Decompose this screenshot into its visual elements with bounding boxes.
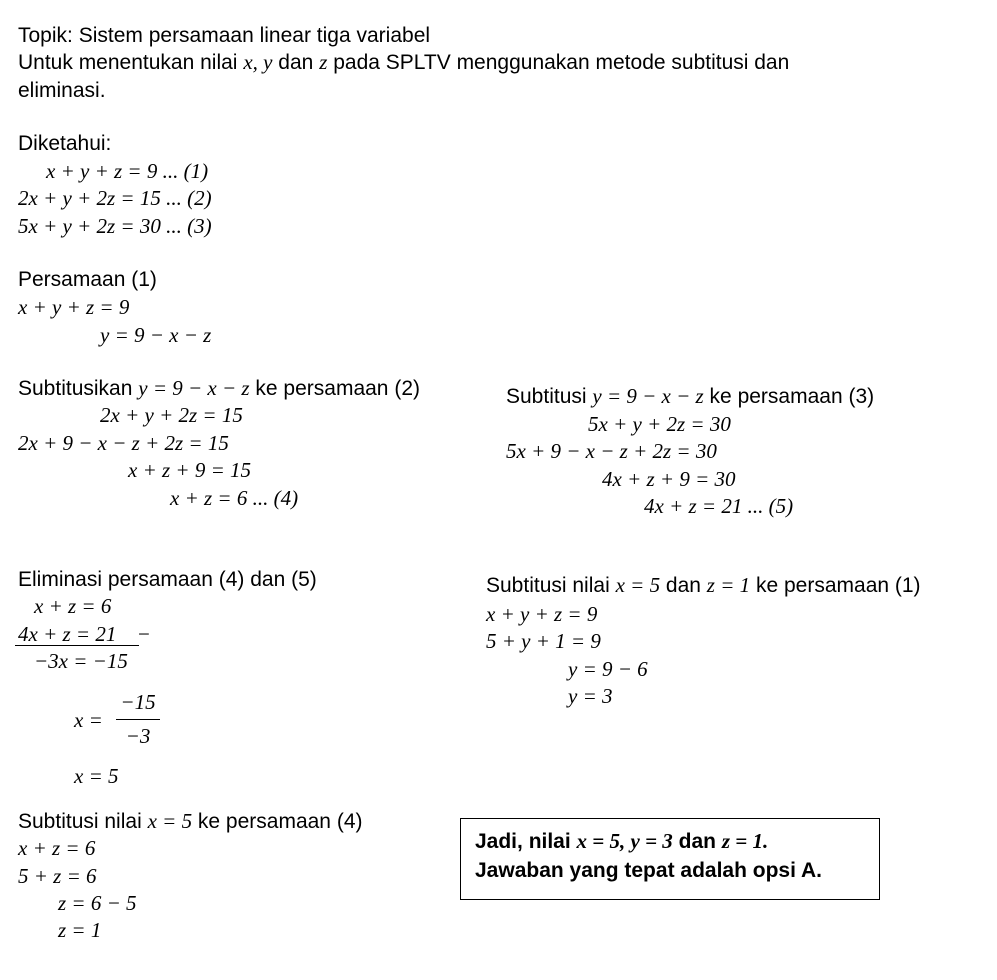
persamaan1-line-1: x + y + z = 9	[18, 295, 130, 319]
given-eq-1: x + y + z = 9 ... (1)	[46, 159, 209, 183]
given-eq-3: 5x + y + 2z = 30 ... (3)	[18, 214, 212, 238]
conclusion-pre: Jadi, nilai	[475, 830, 577, 853]
subst3-line-2: 5x + 9 − x − z + 2z = 30	[506, 439, 717, 463]
subst-xz-line-2: 5 + y + 1 = 9	[486, 629, 601, 653]
conclusion-line-1	[475, 831, 768, 852]
elim-line-1: x + z = 6	[34, 594, 112, 618]
subst2-post: ke persamaan (2)	[249, 377, 420, 400]
conclusion-dan: dan	[672, 830, 722, 853]
subst-xz-post: ke persamaan (1)	[750, 574, 921, 597]
persamaan1-line-2: y = 9 − x − z	[100, 323, 212, 347]
elim-frac-bar	[116, 719, 160, 720]
subst-x-line-3: z = 6 − 5	[58, 891, 137, 915]
subst3-title	[506, 386, 874, 407]
subst-x-line-1: x + z = 6	[18, 836, 96, 860]
subst-xz-pre: Subtitusi nilai	[486, 574, 616, 597]
subst-xz-dan: dan	[660, 574, 707, 597]
subst-x-line-4: z = 1	[58, 918, 102, 942]
subst-xz-expr2: z = 1	[706, 573, 751, 597]
subst-x-expr: x = 5	[147, 809, 193, 833]
elim-frac-lhs: x =	[74, 708, 103, 732]
elim-line-2: 4x + z = 21	[18, 622, 117, 646]
conclusion-line-2: Jawaban yang tepat adalah opsi A.	[475, 859, 822, 882]
subst2-line-1: 2x + y + 2z = 15	[100, 403, 243, 427]
subst-xz-line-3: y = 9 − 6	[568, 657, 648, 681]
elim-title: Eliminasi persamaan (4) dan (5)	[18, 568, 317, 591]
subst2-line-2: 2x + 9 − x − z + 2z = 15	[18, 431, 229, 455]
subst-xz-line-4: y = 3	[568, 684, 613, 708]
subst2-line-3: x + z + 9 = 15	[128, 458, 252, 482]
elim-result: x = 5	[74, 764, 119, 788]
subst-x-title	[18, 811, 363, 832]
given-eq-2: 2x + y + 2z = 15 ... (2)	[18, 186, 212, 210]
intro-line-2: eliminasi.	[18, 79, 106, 102]
subst2-expr: y = 9 − x − z	[138, 376, 250, 400]
elim-line-3: −3x = −15	[34, 649, 128, 673]
diketahui-title: Diketahui:	[18, 132, 112, 155]
intro-var-z: z	[319, 50, 328, 74]
subst3-post: ke persamaan (3)	[703, 385, 875, 408]
intro-line	[18, 52, 789, 73]
subst3-line-3: 4x + z + 9 = 30	[602, 467, 736, 491]
intro-dan: dan	[272, 51, 320, 74]
subst-x-post: ke persamaan (4)	[192, 810, 363, 833]
elim-frac-numerator: −15	[120, 690, 156, 714]
subst2-title	[18, 378, 420, 399]
subst-xz-title	[486, 575, 921, 596]
subst-x-line-2: 5 + z = 6	[18, 864, 97, 888]
elim-minus-sign: −	[138, 622, 150, 646]
subst-xz-line-1: x + y + z = 9	[486, 602, 598, 626]
subst3-line-1: 5x + y + 2z = 30	[588, 412, 731, 436]
subst2-line-4: x + z = 6 ... (4)	[170, 486, 299, 510]
intro-vars-xy: x, y	[243, 50, 273, 74]
subst-x-pre: Subtitusi nilai	[18, 810, 148, 833]
topic-line: Topik: Sistem persamaan linear tiga variabel	[18, 24, 431, 47]
elim-frac-denominator: −3	[125, 724, 151, 748]
conclusion-vals: x = 5, y = 3	[576, 829, 673, 853]
subst3-expr: y = 9 − x − z	[592, 384, 704, 408]
subst-xz-expr1: x = 5	[615, 573, 661, 597]
subst3-pre: Subtitusi	[506, 385, 593, 408]
conclusion-zval: z = 1.	[721, 829, 769, 853]
intro-post: pada SPLTV menggunakan metode subtitusi dan	[327, 51, 790, 74]
intro-pre: Untuk menentukan nilai	[18, 51, 244, 74]
subst2-pre: Subtitusikan	[18, 377, 139, 400]
elim-subtraction-line	[15, 645, 139, 646]
persamaan1-title: Persamaan (1)	[18, 268, 157, 291]
subst3-line-4: 4x + z = 21 ... (5)	[644, 494, 794, 518]
